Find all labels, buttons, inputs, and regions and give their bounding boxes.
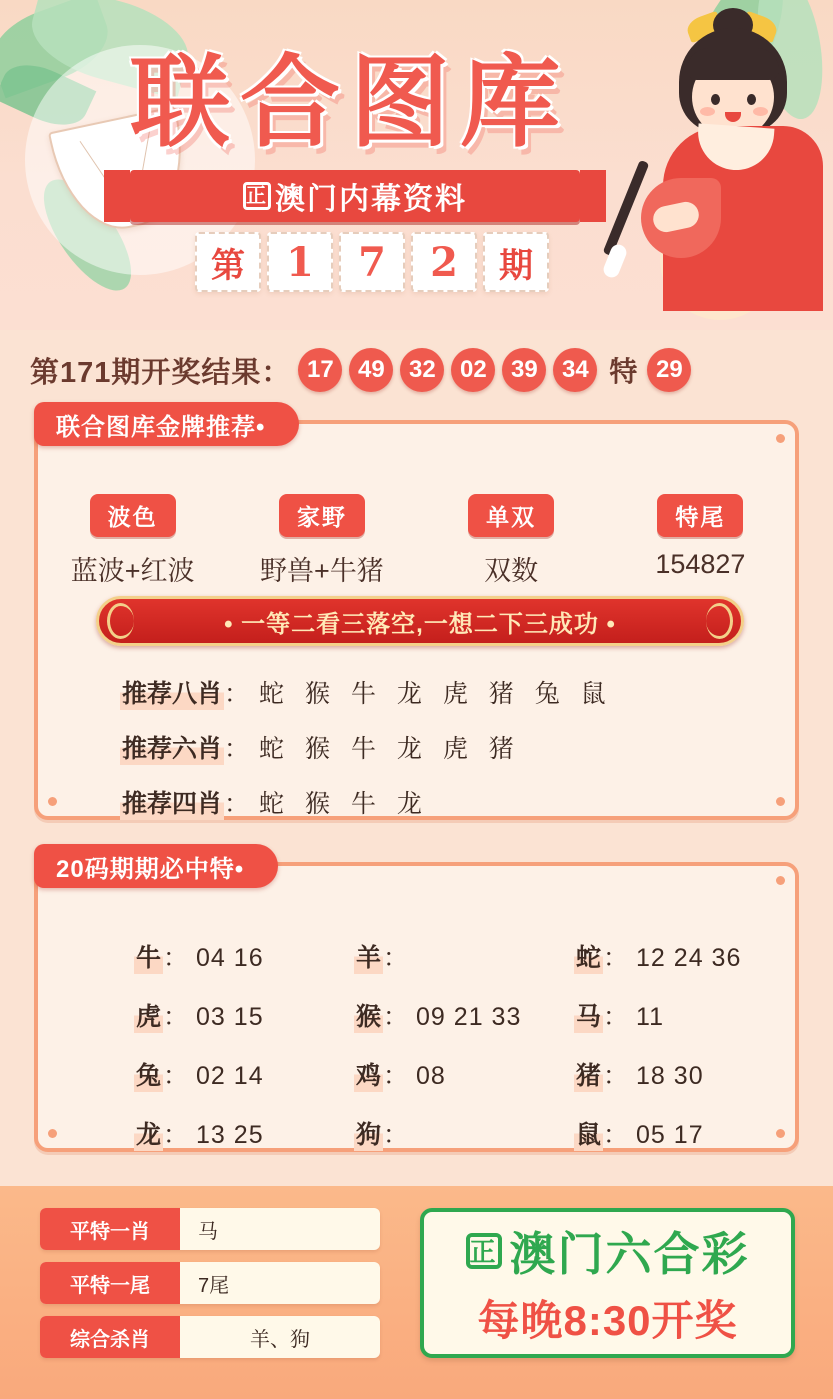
code-key: 狗 — [354, 1115, 383, 1151]
gold-recommend-panel — [34, 413, 799, 820]
code-colon: ： — [383, 1062, 409, 1090]
footer-tip-row — [40, 1208, 380, 1250]
recommend-row — [120, 784, 429, 820]
badge-label: 家野 — [279, 494, 365, 537]
badge-label: 单双 — [468, 494, 554, 537]
code-value: 02 14 — [196, 1062, 264, 1090]
draw-ball: 32 — [400, 348, 444, 392]
screw-icon — [776, 434, 785, 443]
code-value: 12 24 36 — [636, 944, 742, 972]
footer-tip-value: 马 — [198, 1220, 218, 1243]
badge-cell — [417, 494, 606, 588]
brand-title-row — [466, 1218, 750, 1284]
code-cell — [316, 1115, 536, 1151]
badge-value: 154827 — [655, 549, 746, 579]
recommend-colon: ： — [224, 680, 250, 708]
code-cell — [96, 997, 316, 1033]
code-cell — [316, 1056, 536, 1092]
brand-card — [420, 1208, 795, 1358]
eye-icon — [747, 94, 756, 105]
code-colon: ： — [603, 1121, 629, 1149]
badge-value: 野兽+牛猪 — [259, 556, 384, 586]
code-value: 05 17 — [636, 1121, 704, 1149]
screw-icon — [776, 1129, 785, 1138]
badge-value: 双数 — [484, 556, 539, 586]
zheng-mark-icon: 正 — [466, 1233, 502, 1269]
recommend-row — [120, 674, 613, 710]
brand-subtitle: 每晚8:30开奖 — [477, 1297, 738, 1344]
code-cell — [536, 1056, 756, 1092]
draw-ball: 39 — [502, 348, 546, 392]
recommend-key: 推荐四肖 — [120, 784, 224, 820]
code-key: 猪 — [574, 1056, 603, 1092]
footer-tip-value: 7尾 — [198, 1274, 230, 1297]
recommend-key: 推荐八肖 — [120, 674, 224, 710]
cheek-icon — [700, 107, 715, 116]
special-ball: 29 — [647, 348, 691, 392]
code-value: 08 — [416, 1062, 446, 1090]
code-value: 13 25 — [196, 1121, 264, 1149]
code-value: 18 30 — [636, 1062, 704, 1090]
code-key: 鸡 — [354, 1056, 383, 1092]
issue-digit: 1 — [267, 232, 333, 292]
cheek-icon — [753, 107, 768, 116]
code-colon: ： — [383, 1003, 409, 1031]
code-cell — [96, 1115, 316, 1151]
subtitle-ribbon — [130, 170, 580, 222]
eye-icon — [711, 94, 720, 105]
page-title: 联合图库 — [130, 43, 570, 161]
girl-illustration — [635, 8, 825, 308]
code-key: 蛇 — [574, 938, 603, 974]
code-key: 羊 — [354, 938, 383, 974]
code-colon: ： — [383, 1121, 409, 1149]
footer-tip-key: 平特一尾 — [40, 1262, 180, 1304]
code-colon: ： — [163, 944, 189, 972]
footer-tip-key: 平特一肖 — [40, 1208, 180, 1250]
screw-icon — [776, 797, 785, 806]
panel-title-gold-recommend: 联合图库金牌推荐• — [34, 402, 299, 446]
recommend-colon: ： — [224, 735, 250, 763]
badge-cell — [38, 494, 227, 588]
code-key: 牛 — [134, 938, 163, 974]
recommend-key: 推荐六肖 — [120, 729, 224, 765]
badge-label: 特尾 — [657, 494, 743, 537]
recommend-row — [120, 729, 521, 765]
code-colon: ： — [163, 1121, 189, 1149]
footer-tip-row — [40, 1316, 380, 1358]
code-key: 鼠 — [574, 1115, 603, 1151]
draw-result-row — [0, 348, 833, 392]
zheng-mark-icon: 正 — [243, 182, 271, 210]
footer-tip-value: 羊、狗 — [250, 1328, 310, 1351]
brand-title: 澳门六合彩 — [509, 1228, 750, 1280]
draw-ball: 34 — [553, 348, 597, 392]
code-key: 猴 — [354, 997, 383, 1033]
code-colon: ： — [163, 1062, 189, 1090]
slogan-banner: • 一等二看三落空,一想二下三成功 • — [96, 596, 744, 646]
draw-ball: 02 — [451, 348, 495, 392]
code-value: 11 — [636, 1003, 664, 1031]
badge-label: 波色 — [90, 494, 176, 537]
footer-tip-key: 综合杀肖 — [40, 1316, 180, 1358]
code-key: 虎 — [134, 997, 163, 1033]
draw-ball: 17 — [298, 348, 342, 392]
page-footer — [0, 1186, 833, 1399]
issue-prefix: 第 — [195, 232, 261, 292]
code-cell — [96, 938, 316, 974]
issue-number-row — [195, 232, 549, 292]
fringe-icon — [687, 48, 779, 80]
draw-ball: 49 — [349, 348, 393, 392]
code-colon: ： — [603, 1003, 629, 1031]
panel-title-twenty-code: 20码期期必中特• — [34, 844, 278, 888]
badge-cell — [606, 494, 795, 588]
recommend-value: 蛇 猴 牛 龙 — [259, 790, 429, 818]
code-cell — [316, 938, 536, 974]
screw-icon — [776, 876, 785, 885]
code-colon: ： — [383, 944, 409, 972]
recommend-value: 蛇 猴 牛 龙 虎 猪 — [259, 735, 521, 763]
issue-digit: 2 — [411, 232, 477, 292]
recommend-colon: ： — [224, 790, 250, 818]
badge-value: 蓝波+红波 — [70, 556, 195, 586]
subtitle-text: 澳门内幕资料 — [275, 183, 467, 216]
footer-tip-list — [40, 1208, 380, 1370]
code-colon: ： — [603, 1062, 629, 1090]
twenty-code-panel — [34, 855, 799, 1152]
code-cell — [536, 938, 756, 974]
code-colon: ： — [603, 944, 629, 972]
issue-suffix: 期 — [483, 232, 549, 292]
special-ball-label: 特 — [609, 356, 638, 387]
code-cell — [536, 1115, 756, 1151]
code-colon: ： — [163, 1003, 189, 1031]
screw-icon — [48, 797, 57, 806]
code-cell — [96, 1056, 316, 1092]
code-key: 马 — [574, 997, 603, 1033]
code-key: 兔 — [134, 1056, 163, 1092]
code-key: 龙 — [134, 1115, 163, 1151]
footer-tip-row — [40, 1262, 380, 1304]
screw-icon — [48, 1129, 57, 1138]
badge-cell — [227, 494, 416, 588]
code-value: 04 16 — [196, 944, 264, 972]
recommend-value: 蛇 猴 牛 龙 虎 猪 兔 鼠 — [259, 680, 613, 708]
code-grid — [96, 938, 756, 1151]
draw-result-label: 第171期开奖结果： — [30, 356, 292, 389]
code-cell — [316, 997, 536, 1033]
issue-digit: 7 — [339, 232, 405, 292]
code-value: 03 15 — [196, 1003, 264, 1031]
code-cell — [536, 997, 756, 1033]
badge-row — [38, 494, 795, 588]
code-value: 09 21 33 — [416, 1003, 522, 1031]
page-header — [0, 0, 833, 330]
